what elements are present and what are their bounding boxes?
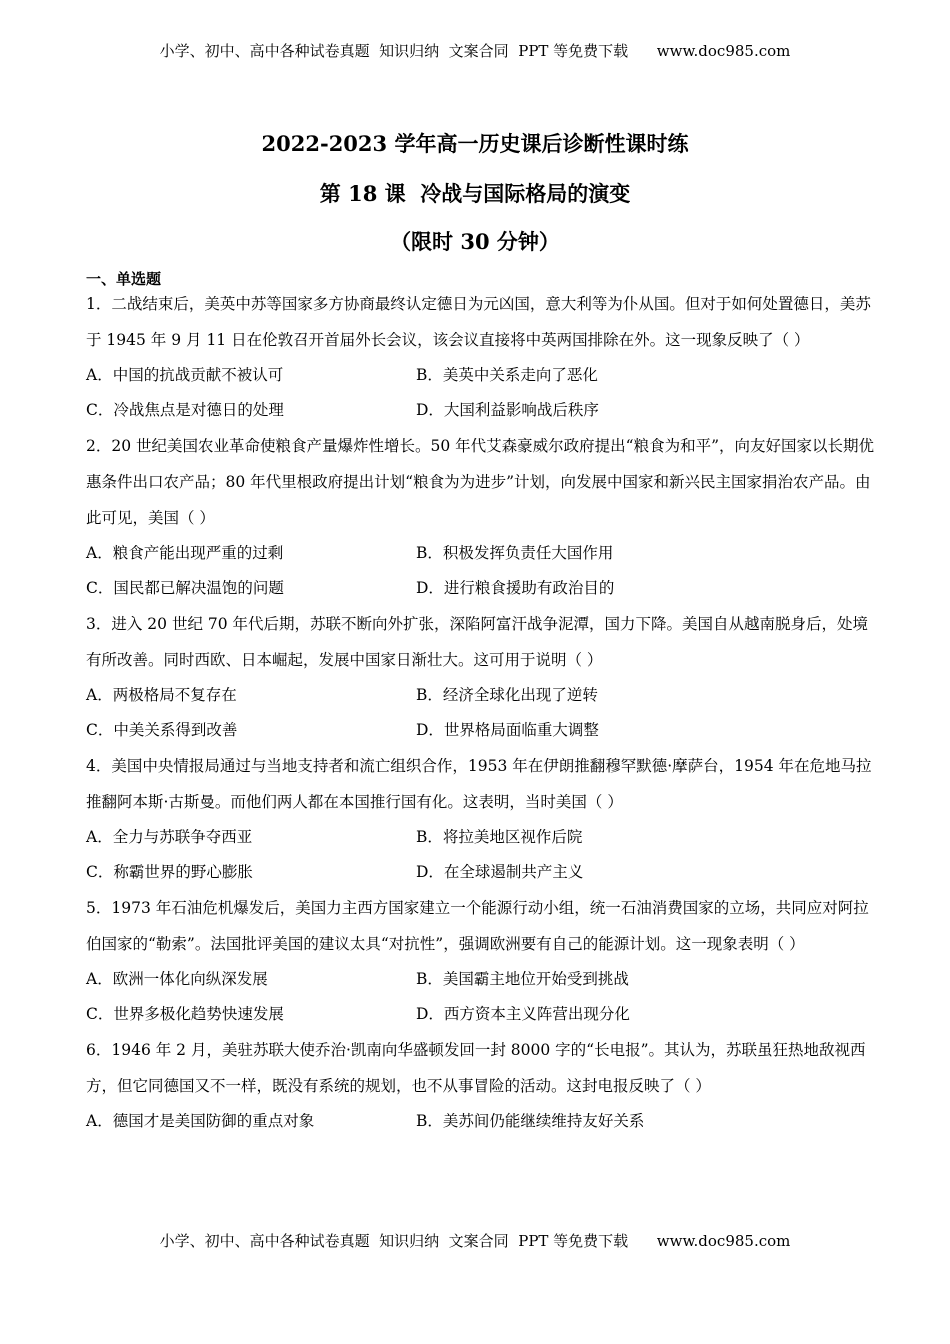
option-c: C．国民都已解决温饱的问题 (86, 579, 284, 597)
question-stem: 5．1973 年石油危机爆发后，美国力主西方国家建立一个能源行动小组，统一石油消费国家的立场，共同应对阿拉伯国家的“勒索”。法国批评美国的建议太具“对抗性”，强调欧洲要有自己的能源计划。这一现象表明（ ） (86, 899, 869, 953)
question-stem: 6．1946 年 2 月，美驻苏联大使乔治·凯南向华盛顿发回一封 8000 字的“长电报”。其认为，苏联虽狂热地敌视西方，但它同德国又不一样，既没有系统的规划，也不从事冒险的活动。这封电报反映了（ ） (86, 1041, 866, 1095)
question-stem: 1．二战结束后，美英中苏等国家多方协商最终认定德日为元凶国，意大利等为仆从国。但对于如何处置德日，美苏于 1945 年 9 月 11 日在伦敦召开首届外长会议，该会议直接将中英两国排除在外。这一现象反映了（ ） (86, 295, 871, 349)
option-a: A．两极格局不复存在 (86, 686, 237, 704)
option-c: C．中美关系得到改善 (86, 721, 238, 739)
question-4 (86, 748, 876, 890)
question-list (86, 286, 876, 1139)
question-2 (86, 428, 876, 606)
section-heading: 一、单选题 (86, 270, 162, 288)
option-d: D．进行粮食援助有政治目的 (416, 579, 615, 597)
option-c: C．称霸世界的野心膨胀 (86, 863, 253, 881)
time-limit: （限时 30 分钟） (390, 229, 560, 254)
option-b: B．将拉美地区视作后院 (416, 828, 583, 846)
option-d: D．世界格局面临重大调整 (416, 721, 599, 739)
question-6 (86, 1032, 876, 1139)
question-stem: 2．20 世纪美国农业革命使粮食产量爆炸性增长。50 年代艾森豪威尔政府提出“粮食为和平”，向友好国家以长期优惠条件出口农产品；80 年代里根政府提出计划“粮食为为进步”计划，向发展中国家和新兴民主国家捐治农产品。由此可见，美国（ ） (86, 437, 875, 527)
option-d: D．在全球遏制共产主义 (416, 863, 584, 881)
question-stem: 4．美国中央情报局通过与当地支持者和流亡组织合作，1953 年在伊朗推翻穆罕默德·摩萨台，1954 年在危地马拉推翻阿本斯·古斯曼。而他们两人都在本国推行国有化。这表明，当时美国（ ） (86, 757, 872, 811)
option-b: B．美国霸主地位开始受到挑战 (416, 970, 629, 988)
page-header: 小学、初中、高中各种试卷真题 知识归纳 文案合同 PPT 等免费下载 www.doc985.com (159, 42, 791, 60)
option-c: C．冷战焦点是对德日的处理 (86, 401, 284, 419)
option-d: D．西方资本主义阵营出现分化 (416, 1005, 630, 1023)
question-3 (86, 606, 876, 748)
lesson-title: 第 18 课 冷战与国际格局的演变 (319, 181, 631, 206)
question-1 (86, 286, 876, 428)
page-footer: 小学、初中、高中各种试卷真题 知识归纳 文案合同 PPT 等免费下载 www.doc985.com (159, 1232, 791, 1250)
option-b: B．美苏间仍能继续维持友好关系 (416, 1112, 645, 1130)
question-5 (86, 890, 876, 1032)
option-b: B．积极发挥负责任大国作用 (416, 544, 614, 562)
option-a: A．粮食产能出现严重的过剩 (86, 544, 284, 562)
option-a: A．中国的抗战贡献不被认可 (86, 366, 284, 384)
option-a: A．德国才是美国防御的重点对象 (86, 1112, 315, 1130)
option-a: A．欧洲一体化向纵深发展 (86, 970, 268, 988)
option-d: D．大国利益影响战后秩序 (416, 401, 599, 419)
question-stem: 3．进入 20 世纪 70 年代后期，苏联不断向外扩张，深陷阿富汗战争泥潭，国力下降。美国自从越南脱身后，处境有所改善。同时西欧、日本崛起，发展中国家日渐壮大。这可用于说明（ ） (86, 615, 869, 669)
document-title: 2022-2023 学年高一历史课后诊断性课时练 (261, 131, 689, 156)
option-b: B．经济全球化出现了逆转 (416, 686, 598, 704)
option-a: A．全力与苏联争夺西亚 (86, 828, 253, 846)
option-c: C．世界多极化趋势快速发展 (86, 1005, 284, 1023)
option-b: B．美英中关系走向了恶化 (416, 366, 598, 384)
